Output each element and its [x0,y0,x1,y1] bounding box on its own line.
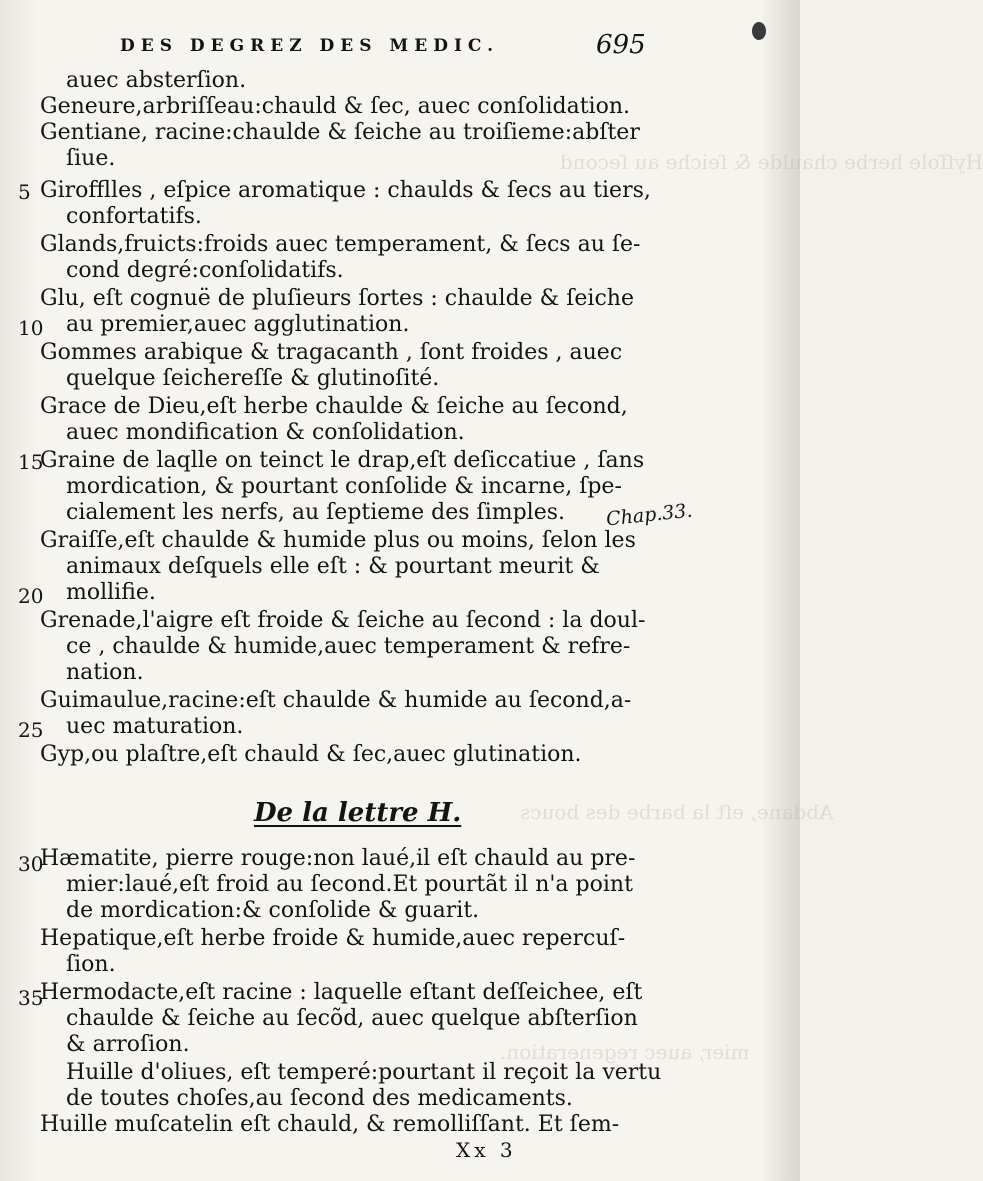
text-line: & arroſion. [66,1032,190,1057]
running-title: DES DEGREZ DES MEDIC. [120,36,500,56]
text-line: cialement les nerfs, au ſeptieme des ſimples. [66,500,566,525]
text-line: de mordication:& conſolide & guarit. [66,898,480,923]
text-line: de toutes choſes,au ſecond des medicaments. [66,1086,573,1111]
text-line: Gentiane, racine:chaulde & ſeiche au troiſieme:abſter [40,120,640,145]
text-line: Huille muſcatelin eſt chauld, & remolliſſant. Et ſem- [40,1112,620,1137]
bleed-through-text: Abdane, eſt la barbe des boucs [520,800,834,824]
text-line: Grenade,l'aigre eſt froide & ſeiche au ſecond : la doul- [40,608,646,633]
section-title: De la lettre H. [254,798,462,828]
line-number: 5 [18,180,31,204]
text-line: ce , chaulde & humide,auec temperament & refre- [66,634,631,659]
text-line: Geneure,arbriſſeau:chauld & ſec, auec conſolidation. [40,94,630,119]
text-line: mier:laué,eſt froid au ſecond.Et pourtãt il n'a point [66,872,633,897]
text-line: mordication, & pourtant conſolide & incarne, ſpe- [66,474,622,499]
page-number: 695 [596,30,646,60]
text-line: Guimaulue,racine:eſt chaulde & humide au ſecond,a- [40,688,632,713]
text-line: chaulde & ſeiche au ſecõd, auec quelque abſterſion [66,1006,638,1031]
line-number: 25 [18,718,44,742]
margin-note: Chap.33. [605,499,694,531]
line-number: 15 [18,450,44,474]
text-line: Girofflles , eſpice aromatique : chaulds & ſecs au tiers, [40,178,651,203]
text-line: au premier,auec agglutination. [66,312,410,337]
bleed-through-text: Hyſſole herbe chaulde & ſeiche au ſecond [560,150,983,174]
text-line: quelque ſeichereſſe & glutinoſité. [66,366,440,391]
text-line: auec absterſion. [66,68,247,93]
text-line: Gommes arabique & tragacanth , ſont froides , auec [40,340,623,365]
text-line: Hepatique,eſt herbe froide & humide,auec repercuſ- [40,926,626,951]
text-line: Glu, eſt cognuë de pluſieurs ſortes : chaulde & ſeiche [40,286,634,311]
text-line: Graiſſe,eſt chaulde & humide plus ou moins, ſelon les [40,528,636,553]
text-line: Hæmatite, pierre rouge:non laué,il eſt chauld au pre- [40,846,636,871]
line-number: 10 [18,316,44,340]
binding-hole [752,22,766,40]
line-number: 35 [18,986,44,1010]
text-line: ſiue. [66,146,116,171]
text-line: Hermodacte,eſt racine : laquelle eſtant deſſeichee, eſt [40,980,643,1005]
text-line: Graine de laqlle on teinct le drap,eſt deſiccatiue , ſans [40,448,645,473]
text-line: Huille d'oliues, eſt temperé:pourtant il reçoit la vertu [66,1060,662,1085]
line-number: 20 [18,584,44,608]
text-line: mollifie. [66,580,156,605]
text-line: auec mondification & conſolidation. [66,420,465,445]
bleed-through-text: mier, auec regeneration. [500,1040,750,1064]
text-line: ſion. [66,952,116,977]
text-line: Grace de Dieu,eſt herbe chaulde & ſeiche au ſecond, [40,394,628,419]
text-line: uec maturation. [66,714,244,739]
text-line: animaux deſquels elle eſt : & pourtant meurit & [66,554,600,579]
text-line: confortatifs. [66,204,202,229]
text-line: nation. [66,660,144,685]
text-line: Gyp,ou plaſtre,eſt chauld & ſec,auec glutination. [40,742,582,767]
signature-mark: Xx 3 [456,1138,517,1162]
text-line: Glands,fruicts:froids auec temperament, & ſecs au ſe- [40,232,641,257]
line-number: 30 [18,852,44,876]
text-line: cond degré:conſolidatifs. [66,258,344,283]
